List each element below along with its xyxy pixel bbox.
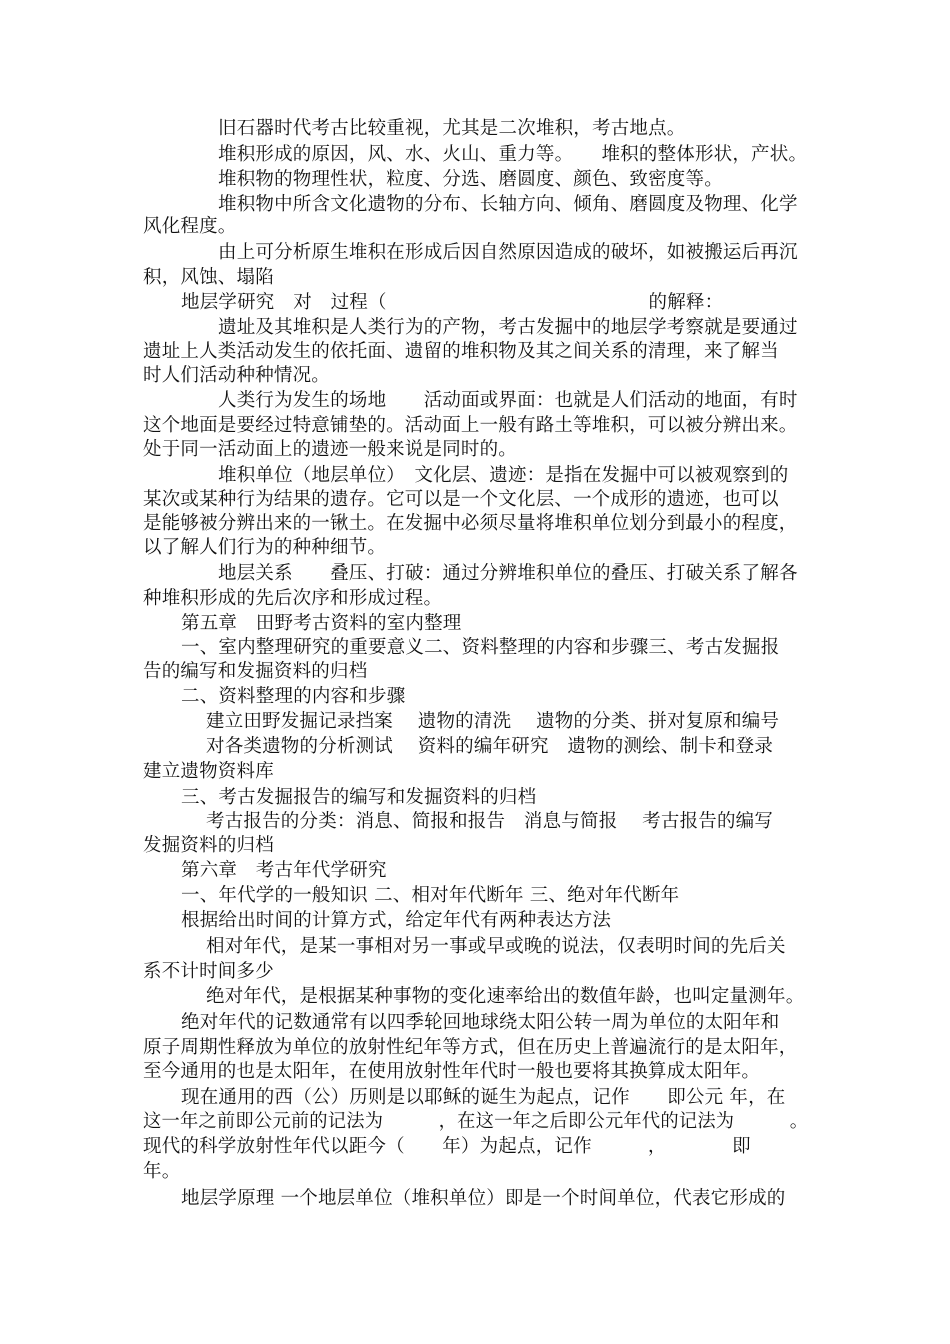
chapter-heading: 第五章 田野考古资料的室内整理: [181, 613, 462, 634]
text-line: 地层关系 叠压、打破：通过分辨堆积单位的叠压、打破关系了解各: [218, 563, 798, 584]
text-line: 对各类遗物的分析测试 资料的编年研究 遗物的测绘、制卡和登录: [206, 736, 774, 757]
text-line: 原子周期性释放为单位的放射性纪年等方式，但在历史上普遍流行的是太阳年，: [143, 1037, 798, 1058]
text-line: 处于同一活动面上的遗迹一般来说是同时的。: [143, 439, 518, 460]
text-line: 一、室内整理研究的重要意义二、资料整理的内容和步骤三、考古发掘报: [181, 637, 780, 658]
text-line: 旧石器时代考古比较重视，尤其是二次堆积，考古地点。: [218, 118, 686, 139]
text-line: 人类行为发生的场地 活动面或界面：也就是人们活动的地面，有时: [218, 390, 798, 411]
text-line: 建立遗物资料库: [143, 761, 274, 782]
text-line: 地层学原理 一个地层单位（堆积单位）即是一个时间单位，代表它形成的: [181, 1188, 786, 1209]
text-line: 考古报告的分类：消息、简报和报告 消息与简报 考古报告的编写: [206, 811, 774, 832]
text-line: 发掘资料的归档: [143, 835, 274, 856]
text-line: 是能够被分辨出来的一锹土。在发掘中必须尽量将堆积单位划分到最小的程度，: [143, 513, 798, 534]
text-line: 系不计时间多少: [143, 961, 274, 982]
text-line: 告的编写和发掘资料的归档: [143, 661, 368, 682]
text-line: 年。: [143, 1161, 181, 1182]
text-line: 相对年代，是某一事相对另一事或早或晚的说法，仅表明时间的先后关: [206, 936, 786, 957]
section-heading: 三、考古发掘报告的编写和发掘资料的归档: [181, 787, 537, 808]
text-line: 一、年代学的一般知识 二、相对年代断年 三、绝对年代断年: [181, 885, 680, 906]
text-line: 这个地面是要经过特意铺垫的。活动面上一般有路土等堆积，可以被分辨出来。: [143, 415, 798, 436]
text-line: 堆积形成的原因，风、水、火山、重力等。 堆积的整体形状，产状。: [218, 144, 808, 165]
text-line: 地层学研究 对 过程（ 的解释：: [181, 292, 724, 313]
text-line: 绝对年代的记数通常有以四季轮回地球绕太阳公转一周为单位的太阳年和: [181, 1012, 780, 1033]
text-line: 堆积物的物理性状，粒度、分选、磨圆度、颜色、致密度等。: [218, 169, 723, 190]
text-line: 现代的科学放射性年代以距今（ 年）为起点，记作 ， 即: [143, 1136, 751, 1157]
text-line: 以了解人们行为的种种细节。: [143, 537, 387, 558]
section-heading: 二、资料整理的内容和步骤: [181, 686, 406, 707]
text-line: 这一年之前即公元前的记法为 ，在这一年之后即公元年代的记法为 。: [143, 1111, 809, 1132]
text-line: 堆积物中所含文化遗物的分布、长轴方向、倾角、磨圆度及物理、化学: [218, 194, 798, 215]
text-line: 某次或某种行为结果的遗存。它可以是一个文化层、一个成形的遗迹，也可以: [143, 489, 779, 510]
text-line: 种堆积形成的先后次序和形成过程。: [143, 588, 443, 609]
text-line: 绝对年代，是根据某种事物的变化速率给出的数值年龄，也叫定量测年。: [206, 986, 805, 1007]
text-line: 积，风蚀、塌陷: [143, 267, 274, 288]
text-line: 根据给出时间的计算方式，给定年代有两种表达方法: [181, 910, 612, 931]
text-line: 由上可分析原生堆积在形成后因自然原因造成的破坏，如被搬运后再沉: [218, 242, 798, 263]
chapter-heading: 第六章 考古年代学研究: [181, 860, 387, 881]
text-line: 建立田野发掘记录挡案 遗物的清洗 遗物的分类、拼对复原和编号: [206, 711, 780, 732]
text-line: 时人们活动种种情况。: [143, 365, 331, 386]
text-line: 遗址及其堆积是人类行为的产物，考古发掘中的地层学考察就是要通过: [218, 317, 798, 338]
text-line: 遗址上人类活动发生的依托面、遗留的堆积物及其之间关系的清理，来了解当: [143, 341, 779, 362]
text-line: 现在通用的西（公）历则是以耶稣的诞生为起点，记作 即公元 年，在: [181, 1087, 786, 1108]
text-line: 堆积单位（地层单位） 文化层、遗迹：是指在发掘中可以被观察到的: [218, 465, 789, 486]
text-line: 风化程度。: [143, 216, 237, 237]
text-line: 至今通用的也是太阳年，在使用放射性年代时一般也要将其换算成太阳年。: [143, 1061, 761, 1082]
